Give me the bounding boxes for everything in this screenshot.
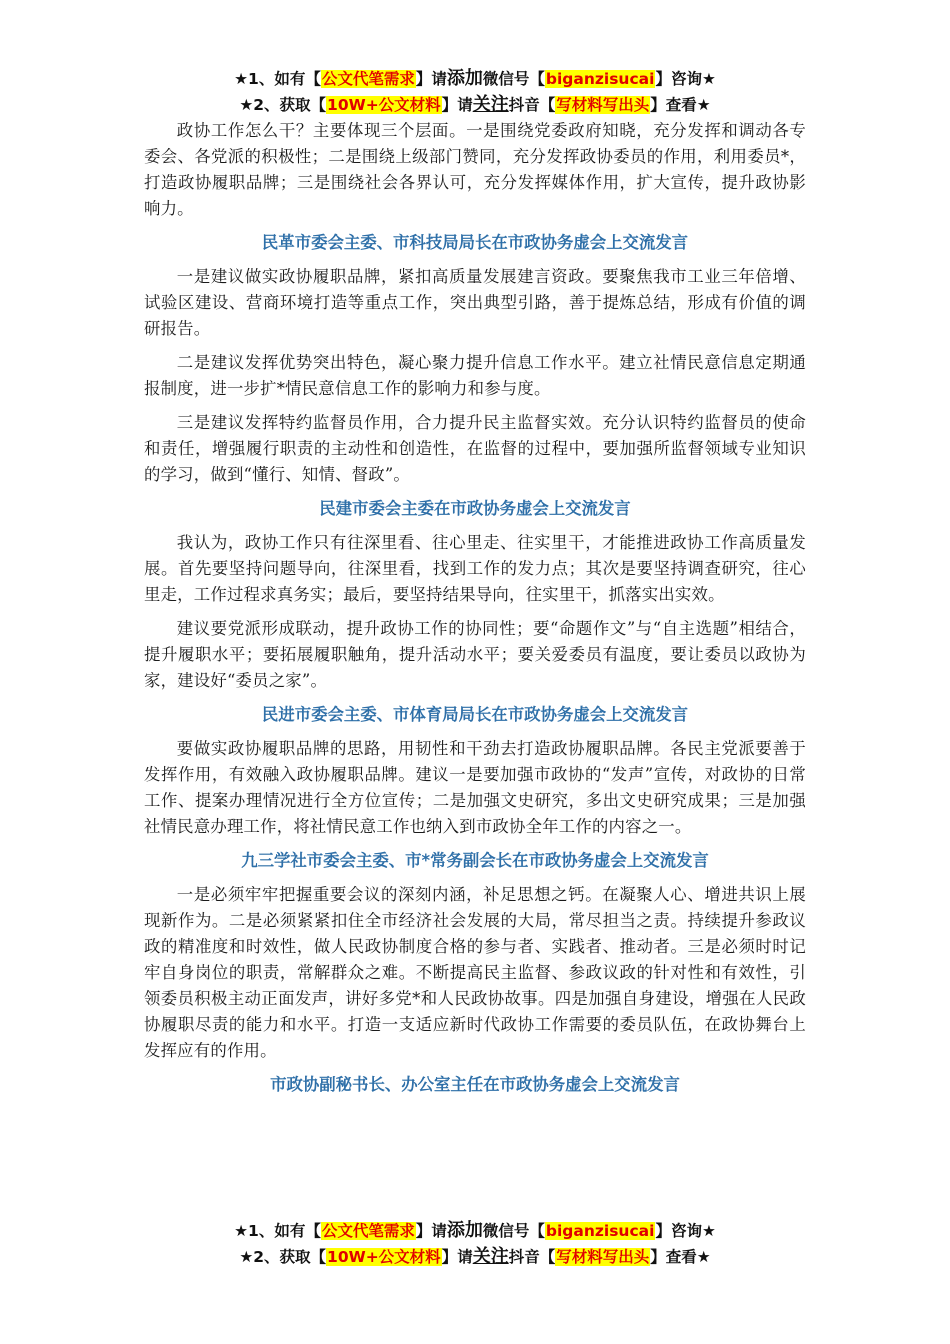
highlight-wechat-id: biganzisucai xyxy=(545,70,655,88)
section-title-secretary: 市政协副秘书长、办公室主任在市政协务虚会上交流发言 xyxy=(270,1075,680,1094)
header-banner-line-2 xyxy=(144,92,806,118)
document-page xyxy=(144,66,806,1098)
banner-text: ★2、获取【 xyxy=(239,96,327,114)
banner-text: ★2、获取【 xyxy=(239,1248,327,1266)
emphasis-follow: 关注 xyxy=(472,94,509,115)
banner-text: 抖音【 xyxy=(508,96,556,114)
highlight-service: 公文代笔需求 xyxy=(321,1222,415,1240)
section-paragraph: 要做实政协履职品牌的思路，用韧性和干劲去打造政协履职品牌。各民主党派要善于发挥作用，有效融入政协履职品牌。建议一是要加强市政协的“发声”宣传，对政协的日常工作、提案办理情况进行全方位宣传；二是加强文史研究，多出文史研究成果；三是加强社情民意办理工作，将社情民意工作也纳入到市政协全年工作的内容之一。 xyxy=(144,739,806,836)
highlight-wechat-id: biganzisucai xyxy=(545,1222,655,1240)
section-paragraph: 二是建议发挥优势突出特色，凝心聚力提升信息工作水平。建立社情民意信息定期通报制度，进一步扩*情民意信息工作的影响力和参与度。 xyxy=(144,353,806,398)
banner-text: 】咨询★ xyxy=(655,1222,716,1240)
section-paragraph: 三是建议发挥特约监督员作用，合力提升民主监督实效。充分认识特约监督员的使命和责任，增强履行职责的主动性和创造性，在监督的过程中，要加强所监督领域专业知识的学习，做到“懂行、知情、督政”。 xyxy=(144,413,806,484)
emphasis-follow: 关注 xyxy=(472,1246,509,1267)
footer-banner xyxy=(144,1218,806,1270)
banner-text: 】请 xyxy=(415,70,447,88)
banner-text: 】请 xyxy=(415,1222,447,1240)
emphasis-add: 添加 xyxy=(446,68,483,89)
section-paragraph: 一是建议做实政协履职品牌，紧扣高质量发展建言资政。要聚焦我市工业三年倍增、试验区建设、营商环境打造等重点工作，突出典型引路，善于提炼总结，形成有价值的调研报告。 xyxy=(144,267,806,338)
section-title-minge: 民革市委会主委、市科技局局长在市政协务虚会上交流发言 xyxy=(261,233,689,252)
section-title-minjin: 民进市委会主委、市体育局局长在市政协务虚会上交流发言 xyxy=(261,705,689,724)
banner-text: 微信号【 xyxy=(482,70,545,88)
section-paragraph: 一是必须牢牢把握重要会议的深刻内涵，补足思想之钙。在凝聚人心、增进共识上展现新作为。二是必须紧紧扣住全市经济社会发展的大局，常尽担当之责。持续提升参政议政的精准度和时效性，做人民政协制度合格的参与者、实践者、推动者。三是必须时时记牢自身岗位的职责，常解群众之难。不断提高民主监督、参政议政的针对性和有效性，引领委员积极主动正面发声，讲好多党*和人民政协故事。四是加强自身建设，增强在人民政协履职尽责的能力和水平。打造一支适应新时代政协工作需要的委员队伍，在政协舞台上发挥应有的作用。 xyxy=(144,885,806,1060)
emphasis-add: 添加 xyxy=(446,1220,483,1241)
footer-banner-line-2 xyxy=(144,1244,806,1270)
highlight-materials: 10W+公文材料 xyxy=(327,96,441,114)
header-banner-line-1 xyxy=(144,66,806,92)
highlight-materials: 10W+公文材料 xyxy=(327,1248,441,1266)
highlight-douyin-account: 写材料写出头 xyxy=(556,96,650,114)
highlight-service: 公文代笔需求 xyxy=(321,70,415,88)
banner-text: 】请 xyxy=(441,96,473,114)
footer-banner-line-1 xyxy=(144,1218,806,1244)
banner-text: 】请 xyxy=(441,1248,473,1266)
section-paragraph: 我认为，政协工作只有往深里看、往心里走、往实里干，才能推进政协工作高质量发展。首先要坚持问题导向，往深里看，找到工作的发力点；其次是要坚持调查研究，往心里走，工作过程求真务实；最后，要坚持结果导向，往实里干，抓落实出实效。 xyxy=(144,533,806,604)
banner-text: 】咨询★ xyxy=(655,70,716,88)
banner-text: 】查看★ xyxy=(650,1248,711,1266)
banner-text: ★1、如有【 xyxy=(234,1222,321,1240)
section-paragraph: 建议要党派形成联动，提升政协工作的协同性；要“命题作文”与“自主选题”相结合，提升履职水平；要拓展履职触角，提升活动水平；要关爱委员有温度，要让委员以政协为家，建设好“委员之家”。 xyxy=(144,619,806,690)
section-title-jiusan: 九三学社市委会主委、市*常务副会长在市政协务虚会上交流发言 xyxy=(241,851,709,870)
banner-text: 抖音【 xyxy=(508,1248,556,1266)
banner-text: 】查看★ xyxy=(650,96,711,114)
banner-text: 微信号【 xyxy=(482,1222,545,1240)
highlight-douyin-account: 写材料写出头 xyxy=(556,1248,650,1266)
section-title-minjian: 民建市委会主委在市政协务虚会上交流发言 xyxy=(319,499,631,518)
intro-paragraph: 政协工作怎么干？主要体现三个层面。一是围绕党委政府知晓，充分发挥和调动各专委会、各党派的积极性；二是围绕上级部门赞同，充分发挥政协委员的作用，利用委员*，打造政协履职品牌；三是围绕社会各界认可，充分发挥媒体作用，扩大宣传，提升政协影响力。 xyxy=(144,121,806,218)
banner-text: ★1、如有【 xyxy=(234,70,321,88)
